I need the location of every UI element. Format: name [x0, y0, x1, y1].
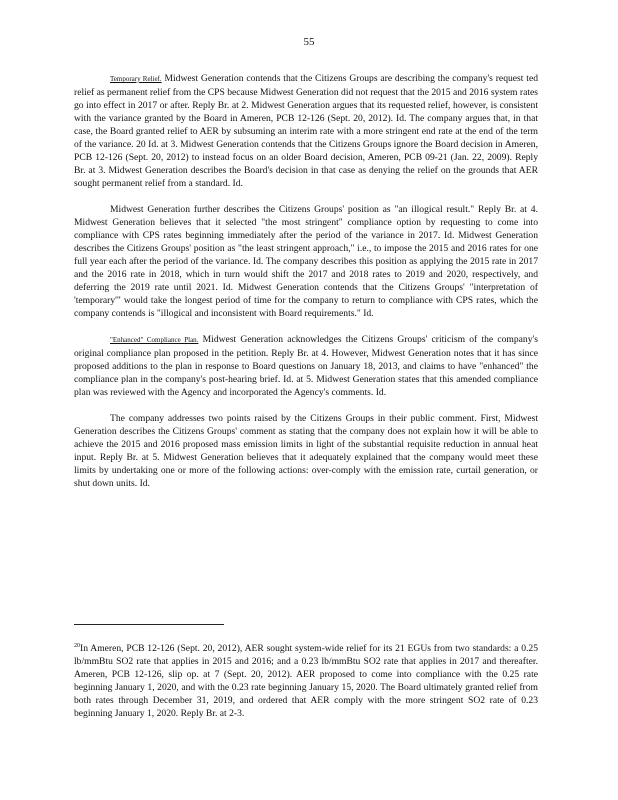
document-body [74, 72, 538, 503]
paragraph-public-comment [74, 412, 538, 490]
page-number: 55 [303, 36, 315, 48]
footnote-divider [74, 624, 224, 625]
footnote-text: In Ameren, PCB 12-126 (Sept. 20, 2012), AER sought system-wide relief for its 21 EGUs from two standards: a 0.25 lb/mmBtu SO2 rate that applies in 2015 and 2016; and a 0.23 lb/mmBtu SO2 rate that applies in 2017 and thereafter. Ameren, PCB 12-126, slip op. at 7 (Sept. 20, 2012). AER proposed to come into compliance with the 0.25 rate beginning January 1, 2020, and with the 0.23 rate beginning January 15, 2020. The Board ultimately granted relief from both rates through December 31, 2019, and ordered that AER comply with the more stringent SO2 rate of 0.23 beginning January 1, 2020. Reply Br. at 2-3. [74, 642, 538, 719]
paragraph-illogical-result [74, 203, 538, 320]
paragraph-text: Midwest Generation acknowledges the Citizens Groups' criticism of the company's original compliance plan proposed in the petition. Reply Br. at 4. However, Midwest Generation notes that it has since proposed additions to the plan in response to Board questions on January 18, 2013, and claims to have "enhanced" the compliance plan in the company's post-hearing brief. Id. at 5. Midwest Generation states that this amended compliance plan was reviewed with the Agency and incorporated the Agency's comments. Id. [74, 334, 538, 398]
footnote [74, 640, 538, 720]
section-heading-compliance-plan: "Enhanced" Compliance Plan. [110, 336, 199, 344]
paragraph-text: The company addresses two points raised by the Citizens Groups in their public comment. First, Midwest Generation describes the Citizens Groups' comment as stating that the company does not explain how it will be able to achieve the 2015 and 2016 proposed mass emission limits in light of the substantial requisite reduction in annual heat input. Reply Br. at 5. Midwest Generation believes that it adequately explained that the company would meet these limits by undertaking one or more of the following actions: over-comply with the emission rate, curtail generation, or shut down units. Id. [74, 413, 538, 489]
paragraph-text: Midwest Generation contends that the Citizens Groups are describing the company's request ted relief as permanent relief from the CPS because Midwest Generation did not request that the 2015 and 2016 system rates go into effect in 2017 or after. Reply Br. at 2. Midwest Generation argues that its requested relief, however, is consistent with the variance granted by the Board in Ameren, PCB 12-126 (Sept. 20, 2012). Id. The company argues that, in that case, the Board granted relief to AER by subsuming an interim rate with a more stringent end rate at the end of the term of the variance. 20 Id. at 3. Midwest Generation contends that the Citizens Groups ignore the Board decision in Ameren, PCB 12-126 (Sept. 20, 2012) to instead focus on an older Board decision, Ameren, PCB 09-21 (Jan. 22, 2009). Reply Br. at 3. Midwest Generation describes the Board's decision in that case as denying the relief on the grounds that AER sought permanent relief from a standard. Id. [74, 73, 538, 189]
footnote-marker: 20 [74, 642, 80, 649]
section-heading-temporary-relief: Temporary Relief. [110, 75, 162, 83]
paragraph-enhanced-compliance-plan [74, 333, 538, 399]
paragraph-temporary-relief [74, 72, 538, 190]
paragraph-text: Midwest Generation further describes the Citizens Groups' position as "an illogical result." Reply Br. at 4. Midwest Generation believes that it selected "the most stringent" compliance option by requesting to come into compliance with CPS rates beginning immediately after the period of the variance in 2017. Id. Midwest Generation describes the Citizens Groups' position as "the least stringent approach," i.e., to impose the 2015 and 2016 rates for one full year each after the period of the variance. Id. The company describes this position as applying the 2015 rate in 2017 and the 2016 rate in 2018, which in turn would shift the 2017 and 2018 rates to 2019 and 2020, respectively, and deferring the 2019 rate until 2021. Id. Midwest Generation contends that the Citizens Groups' "interpretation of 'temporary'" would take the longest period of time for the company to return to compliance with CPS rates, which the company contends is "illogical and inconsistent with Board requirements." Id. [74, 204, 538, 319]
